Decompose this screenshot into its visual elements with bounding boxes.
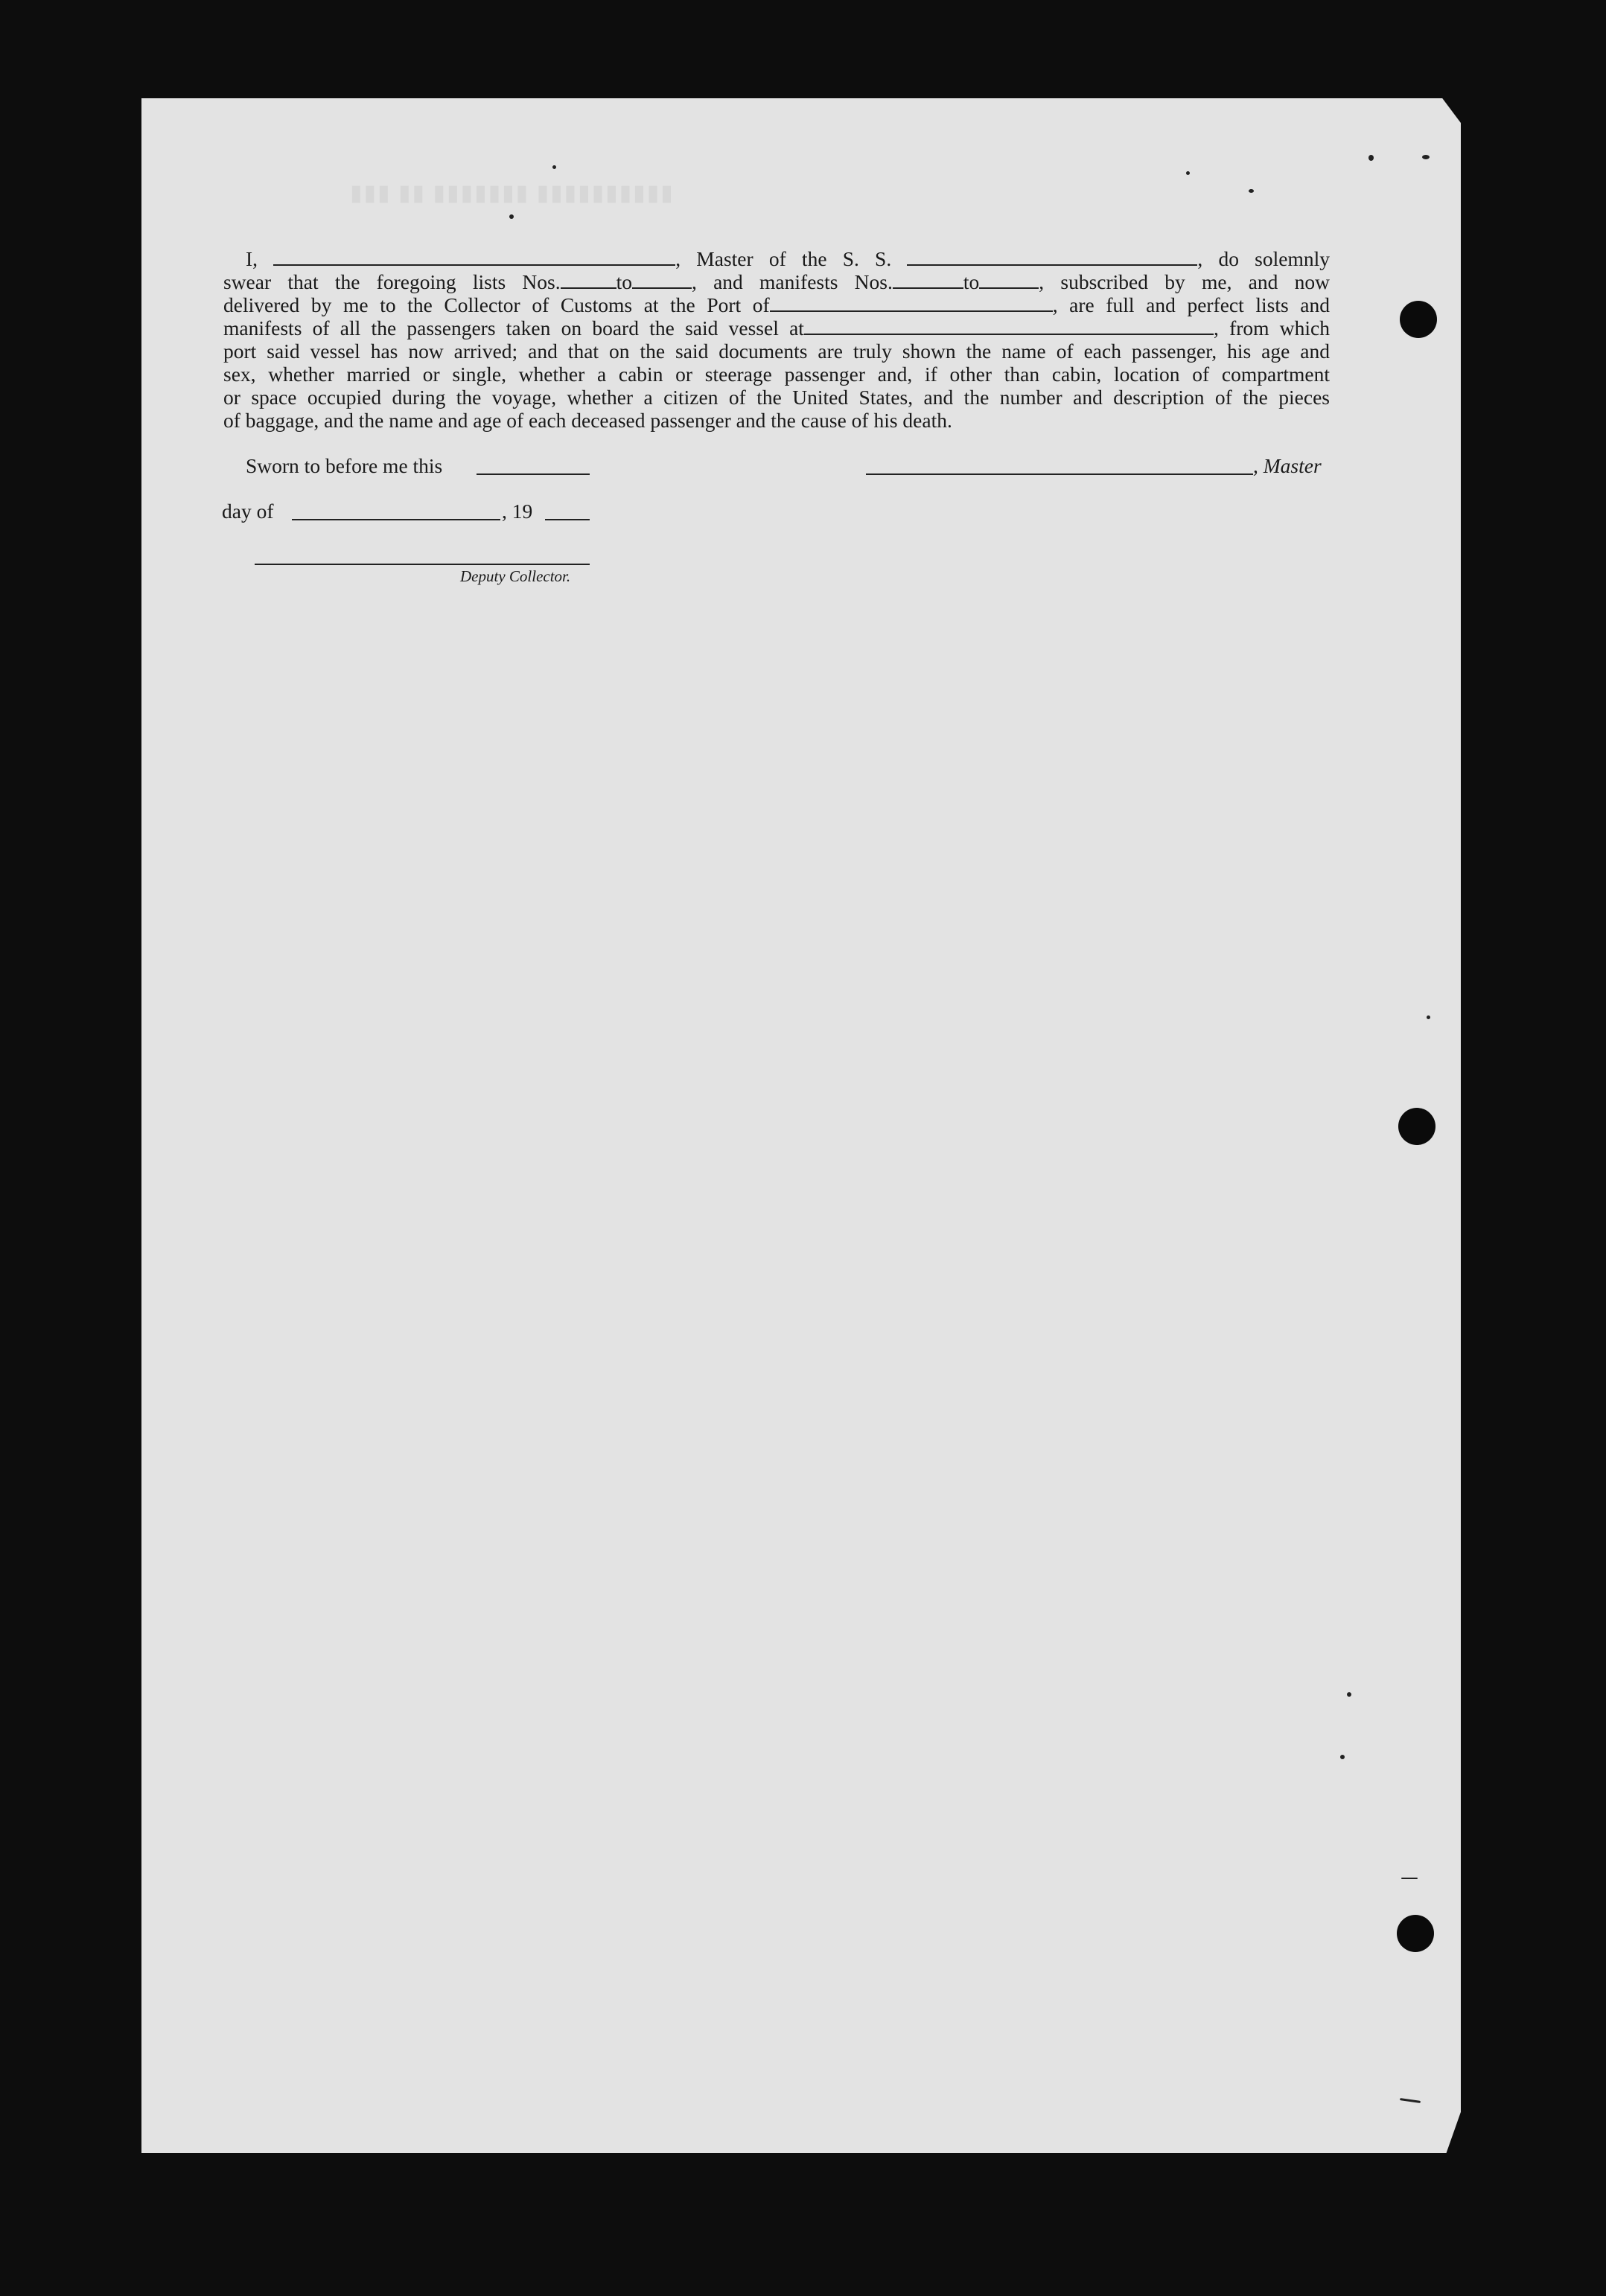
oath-line-7: or space occupied during the voyage, whether a citizen of the United States, and the number and description of the pieces <box>223 386 1330 409</box>
oath-line-8: of baggage, and the name and age of each deceased passenger and the cause of his death. <box>223 409 952 432</box>
oath-line-3 <box>223 293 1330 316</box>
dust-speck <box>509 214 514 219</box>
oath-text: , and manifests Nos. <box>691 270 893 293</box>
lists-to-blank <box>632 271 692 289</box>
departure-port-blank <box>804 317 1214 335</box>
master-signature-blank <box>866 457 1253 475</box>
oath-text: , subscribed by me, and now <box>1039 270 1330 293</box>
sworn-label: Sworn to before me this <box>246 454 443 477</box>
oath-text: to <box>963 270 980 293</box>
master-label: , Master <box>1253 454 1322 477</box>
dust-speck <box>1186 171 1190 175</box>
oath-text: , from which <box>1213 316 1330 339</box>
dust-speck <box>1427 1015 1430 1019</box>
deputy-collector-label: Deputy Collector. <box>460 567 571 585</box>
faint-header-stamp: ▮▮▮ ▮▮ ▮▮▮▮▮▮▮ ▮▮▮▮▮▮▮▮▮▮ <box>350 181 675 205</box>
deputy-signature-blank <box>255 547 590 565</box>
oath-text: , Master of the S. S. <box>675 247 892 270</box>
vessel-name-blank <box>907 248 1197 266</box>
punch-hole-top <box>1400 301 1437 338</box>
oath-text: delivered by me to the Collector of Customs at the Port of <box>223 293 770 316</box>
oath-text: , are full and perfect lists and <box>1052 293 1330 316</box>
dust-speck <box>1347 1692 1351 1697</box>
year-prefix: , 19 <box>502 500 533 523</box>
oath-text: manifests of all the passengers taken on board the said vessel at <box>223 316 804 339</box>
year-blank <box>545 503 590 520</box>
master-name-blank <box>273 248 675 266</box>
oath-line-1 <box>223 247 1330 270</box>
oath-text: , do solemnly <box>1197 247 1330 270</box>
port-blank <box>770 294 1053 312</box>
month-blank <box>292 503 500 520</box>
punch-hole-bottom <box>1397 1915 1434 1952</box>
oath-line-2 <box>223 270 1330 293</box>
oath-text: I, <box>246 247 258 270</box>
oath-line-5: port said vessel has now arrived; and that on the said documents are truly shown the name of each passenger, his age and <box>223 339 1330 363</box>
dust-speck <box>1368 155 1374 161</box>
dust-speck <box>552 165 556 169</box>
oath-line-4 <box>223 316 1330 339</box>
oath-text: swear that the foregoing lists Nos. <box>223 270 561 293</box>
manifests-from-blank <box>893 271 963 289</box>
oath-paragraph <box>223 247 1330 432</box>
day-of-label: day of <box>222 500 274 523</box>
oath-text: to <box>616 270 632 293</box>
oath-line-6: sex, whether married or single, whether a cabin or steerage passenger and, if other than cabin, location of compartment <box>223 363 1330 386</box>
dust-speck <box>1249 189 1254 193</box>
punch-hole-middle <box>1398 1108 1435 1145</box>
dust-speck <box>1422 155 1430 159</box>
lists-from-blank <box>561 271 616 289</box>
manifests-to-blank <box>979 271 1039 289</box>
dust-speck <box>1340 1755 1345 1759</box>
sworn-day-blank <box>477 457 590 475</box>
pen-mark <box>1401 1878 1418 1879</box>
